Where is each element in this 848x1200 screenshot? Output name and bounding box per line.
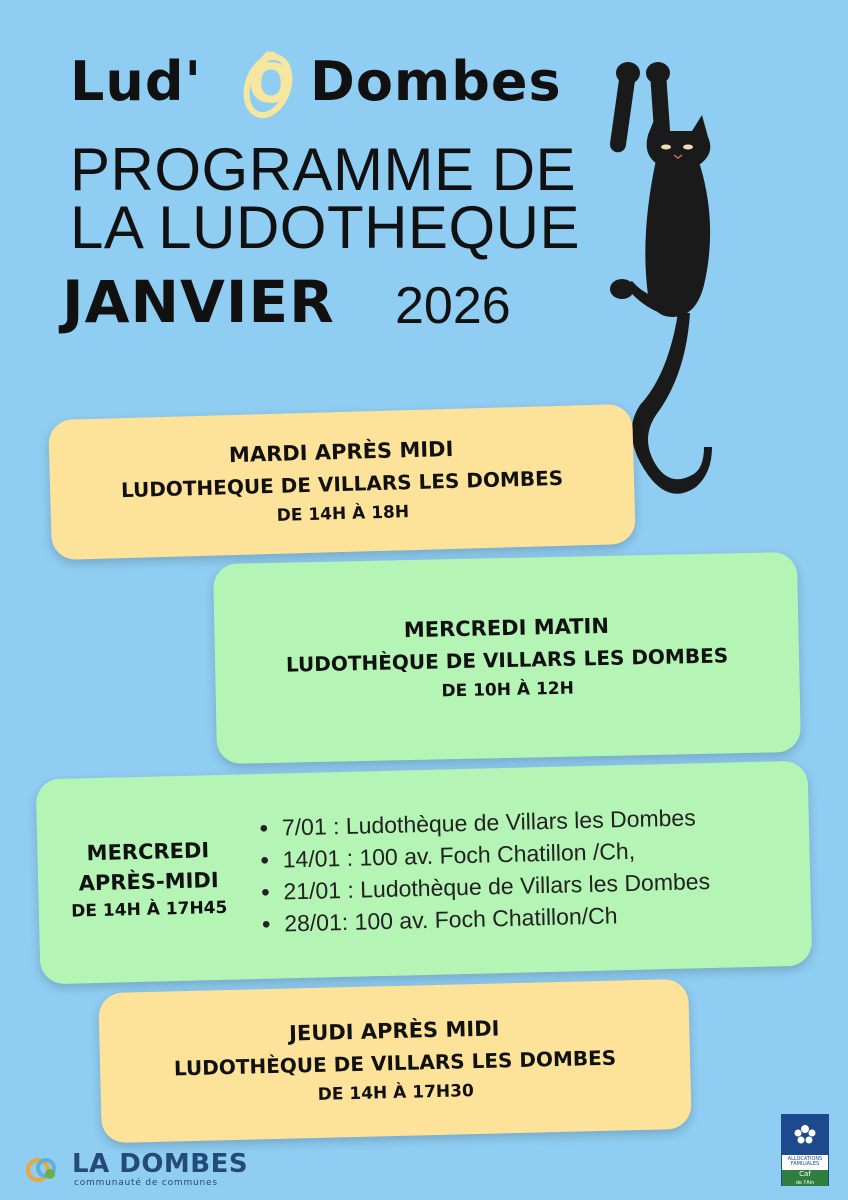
list-item: • 7/01 : Ludothèque de Villars les Dombes bbox=[260, 804, 709, 842]
card-day-line2: APRÈS-MIDI bbox=[78, 867, 219, 895]
card-hours: DE 14H À 17H30 bbox=[317, 1081, 475, 1105]
schedule-card-wednesday-morning bbox=[213, 552, 801, 764]
list-item: • 21/01 : Ludothèque de Villars les Dombes bbox=[261, 868, 710, 906]
caf-flower-icon bbox=[782, 1115, 828, 1155]
schedule-card-wednesday-afternoon bbox=[36, 761, 813, 985]
card-place: LUDOTHÈQUE DE VILLARS LES DOMBES bbox=[173, 1045, 617, 1081]
logo-text-lud: Lud' bbox=[70, 50, 203, 113]
caf-emblem bbox=[782, 1115, 828, 1155]
card-place: LUDOTHÈQUE DE VILLARS LES DOMBES bbox=[285, 643, 729, 677]
org-subtitle: communauté de communes bbox=[74, 1178, 218, 1188]
caf-region: de l'Ain bbox=[795, 1179, 815, 1186]
title-line1: PROGRAMME DE bbox=[70, 136, 577, 203]
card-hours: DE 14H À 18H bbox=[276, 502, 410, 526]
list-item: • 28/01: 100 av. Foch Chatillon/Ch bbox=[262, 900, 711, 938]
ludodombes-logo bbox=[70, 40, 630, 120]
card-day-line1: MERCREDI bbox=[86, 837, 210, 865]
dombes-logo-icon bbox=[24, 1148, 64, 1188]
card-day: MERCREDI MATIN bbox=[403, 613, 610, 643]
date-list bbox=[249, 799, 711, 943]
title-month: JANVIER bbox=[62, 268, 335, 336]
title-year: 2026 bbox=[395, 277, 511, 335]
caf-brand: Caf bbox=[799, 1169, 811, 1178]
card-day: JEUDI APRÈS MIDI bbox=[288, 1016, 500, 1046]
card-hours: DE 10H À 12H bbox=[441, 678, 575, 702]
card-day-block bbox=[37, 834, 252, 925]
logo-text-dombes: Dombes bbox=[310, 50, 562, 113]
list-item: • 14/01 : 100 av. Foch Chatillon /Ch, bbox=[260, 836, 709, 874]
schedule-card-tuesday bbox=[48, 404, 636, 560]
title-line2: LA LUDOTHEQUE bbox=[70, 194, 580, 261]
caf-logo-icon bbox=[781, 1114, 829, 1186]
caf-name bbox=[782, 1170, 828, 1187]
logo-text-o: Ô bbox=[248, 52, 294, 115]
card-place: LUDOTHEQUE DE VILLARS LES DOMBES bbox=[120, 465, 564, 503]
org-name: LA DOMBES bbox=[72, 1149, 249, 1179]
card-day: MARDI APRÈS MIDI bbox=[228, 436, 454, 468]
schedule-card-thursday bbox=[98, 979, 691, 1143]
card-hours: DE 14H À 17H45 bbox=[71, 897, 228, 922]
caf-label: ALLOCATIONS FAMILIALES bbox=[787, 1156, 823, 1168]
